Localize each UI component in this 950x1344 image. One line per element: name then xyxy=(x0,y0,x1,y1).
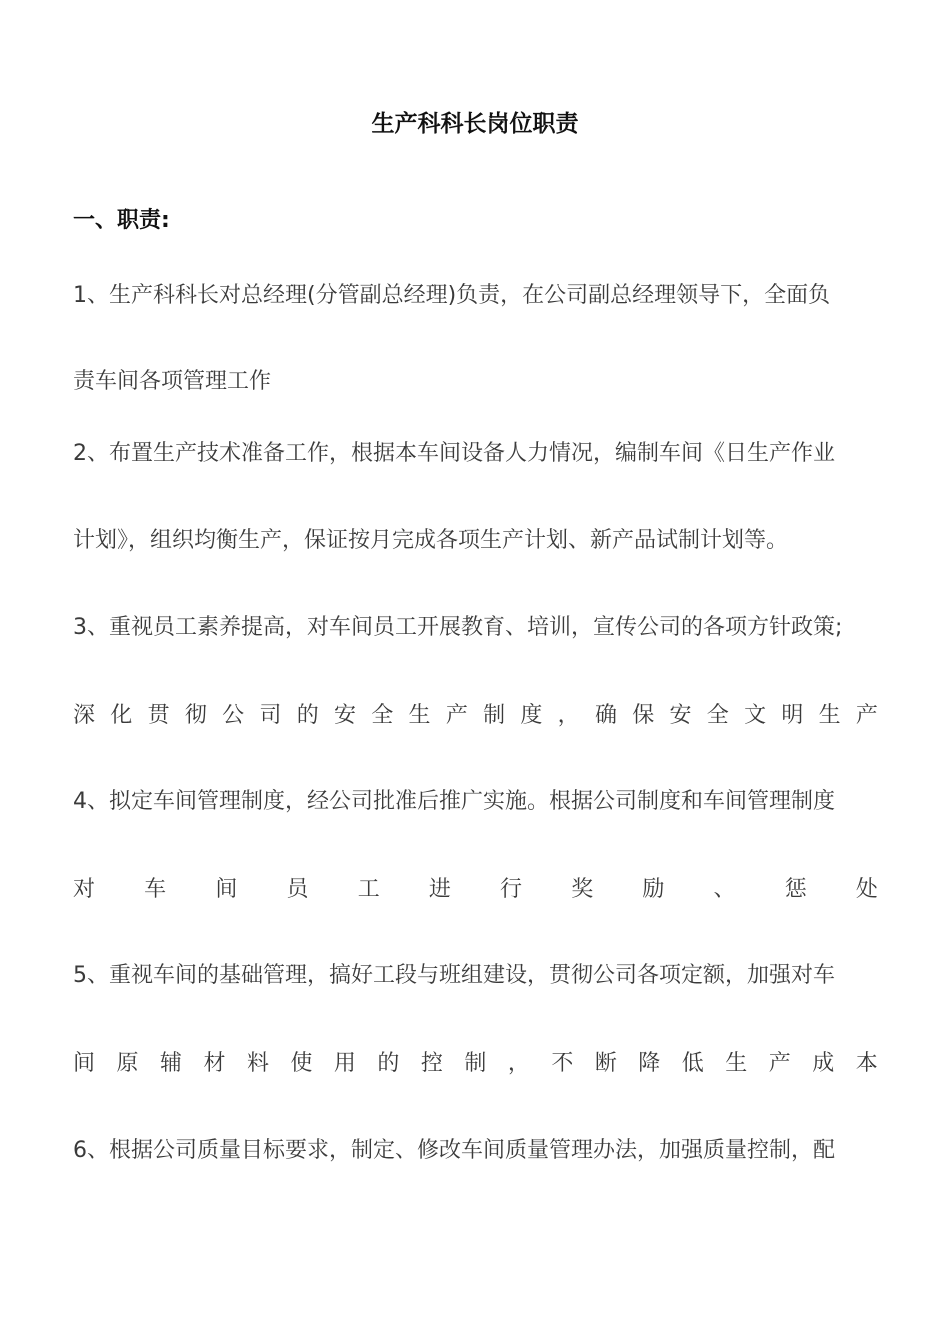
justified-char: 全 xyxy=(706,703,729,728)
justified-char: 贯 xyxy=(147,703,170,728)
justified-char: 间 xyxy=(73,1051,96,1076)
justified-char: 制 xyxy=(483,703,506,728)
justified-char: 断 xyxy=(594,1051,617,1076)
paragraph-line: 6、根据公司质量目标要求，制定、修改车间质量管理办法，加强质量控制，配 xyxy=(73,1138,835,1163)
justified-char: 产 xyxy=(855,703,878,728)
justified-char: 制 xyxy=(464,1051,487,1076)
paragraph-line xyxy=(73,874,878,906)
justified-char: 生 xyxy=(818,703,841,728)
paragraph-line: 责车间各项管理工作 xyxy=(73,369,272,394)
section-heading: 一、职责: xyxy=(73,208,170,233)
paragraph-line: 2、布置生产技术准备工作，根据本车间设备人力情况，编制车间《日生产作业 xyxy=(73,441,835,466)
justified-char: 对 xyxy=(73,877,96,902)
justified-char: 全 xyxy=(371,703,394,728)
justified-char: 明 xyxy=(781,703,804,728)
justified-char: 低 xyxy=(681,1051,704,1076)
justified-char: 辅 xyxy=(159,1051,182,1076)
justified-char: 安 xyxy=(333,703,356,728)
justified-char: 员 xyxy=(286,877,309,902)
justified-char: 使 xyxy=(290,1051,313,1076)
justified-char: 控 xyxy=(420,1051,443,1076)
justified-char: 不 xyxy=(551,1051,574,1076)
paragraph-line: 1、生产科科长对总经理(分管副总经理)负责，在公司副总经理领导下，全面负 xyxy=(73,283,831,308)
justified-char: 工 xyxy=(357,877,380,902)
justified-char: 深 xyxy=(73,703,96,728)
justified-char: 本 xyxy=(855,1051,878,1076)
justified-char: 进 xyxy=(428,877,451,902)
paragraph-line xyxy=(73,700,878,732)
justified-char: 度 xyxy=(520,703,543,728)
justified-char: 料 xyxy=(246,1051,269,1076)
justified-char: 材 xyxy=(203,1051,226,1076)
justified-char: 保 xyxy=(632,703,655,728)
justified-char: ， xyxy=(507,1051,530,1076)
document-title: 生产科科长岗位职责 xyxy=(371,111,579,137)
justified-char: 生 xyxy=(408,703,431,728)
justified-char: 间 xyxy=(215,877,238,902)
justified-char: 行 xyxy=(500,877,523,902)
justified-char: 产 xyxy=(445,703,468,728)
paragraph-line: 4、拟定车间管理制度，经公司批准后推广实施。根据公司制度和车间管理制度 xyxy=(73,789,835,814)
justified-char: 、 xyxy=(713,877,736,902)
justified-char: 生 xyxy=(725,1051,748,1076)
justified-char: 公 xyxy=(222,703,245,728)
justified-char: 彻 xyxy=(184,703,207,728)
justified-char: 的 xyxy=(377,1051,400,1076)
paragraph-line: 计划》，组织均衡生产，保证按月完成各项生产计划、新产品试制计划等。 xyxy=(73,528,789,553)
justified-char: ， xyxy=(557,703,580,728)
justified-char: 处 xyxy=(855,877,878,902)
justified-char: 司 xyxy=(259,703,282,728)
justified-char: 用 xyxy=(333,1051,356,1076)
justified-char: 安 xyxy=(669,703,692,728)
justified-char: 化 xyxy=(110,703,133,728)
justified-char: 产 xyxy=(768,1051,791,1076)
justified-char: 降 xyxy=(638,1051,661,1076)
justified-char: 惩 xyxy=(784,877,807,902)
justified-char: 的 xyxy=(296,703,319,728)
justified-char: 文 xyxy=(744,703,767,728)
justified-char: 奖 xyxy=(571,877,594,902)
justified-char: 车 xyxy=(144,877,167,902)
paragraph-line: 3、重视员工素养提高，对车间员工开展教育、培训，宣传公司的各项方针政策; xyxy=(73,615,843,640)
paragraph-line: 5、重视车间的基础管理，搞好工段与班组建设，贯彻公司各项定额，加强对车 xyxy=(73,963,835,988)
justified-char: 确 xyxy=(594,703,617,728)
justified-char: 原 xyxy=(116,1051,139,1076)
justified-char: 励 xyxy=(642,877,665,902)
justified-char: 成 xyxy=(812,1051,835,1076)
paragraph-line xyxy=(73,1048,878,1080)
